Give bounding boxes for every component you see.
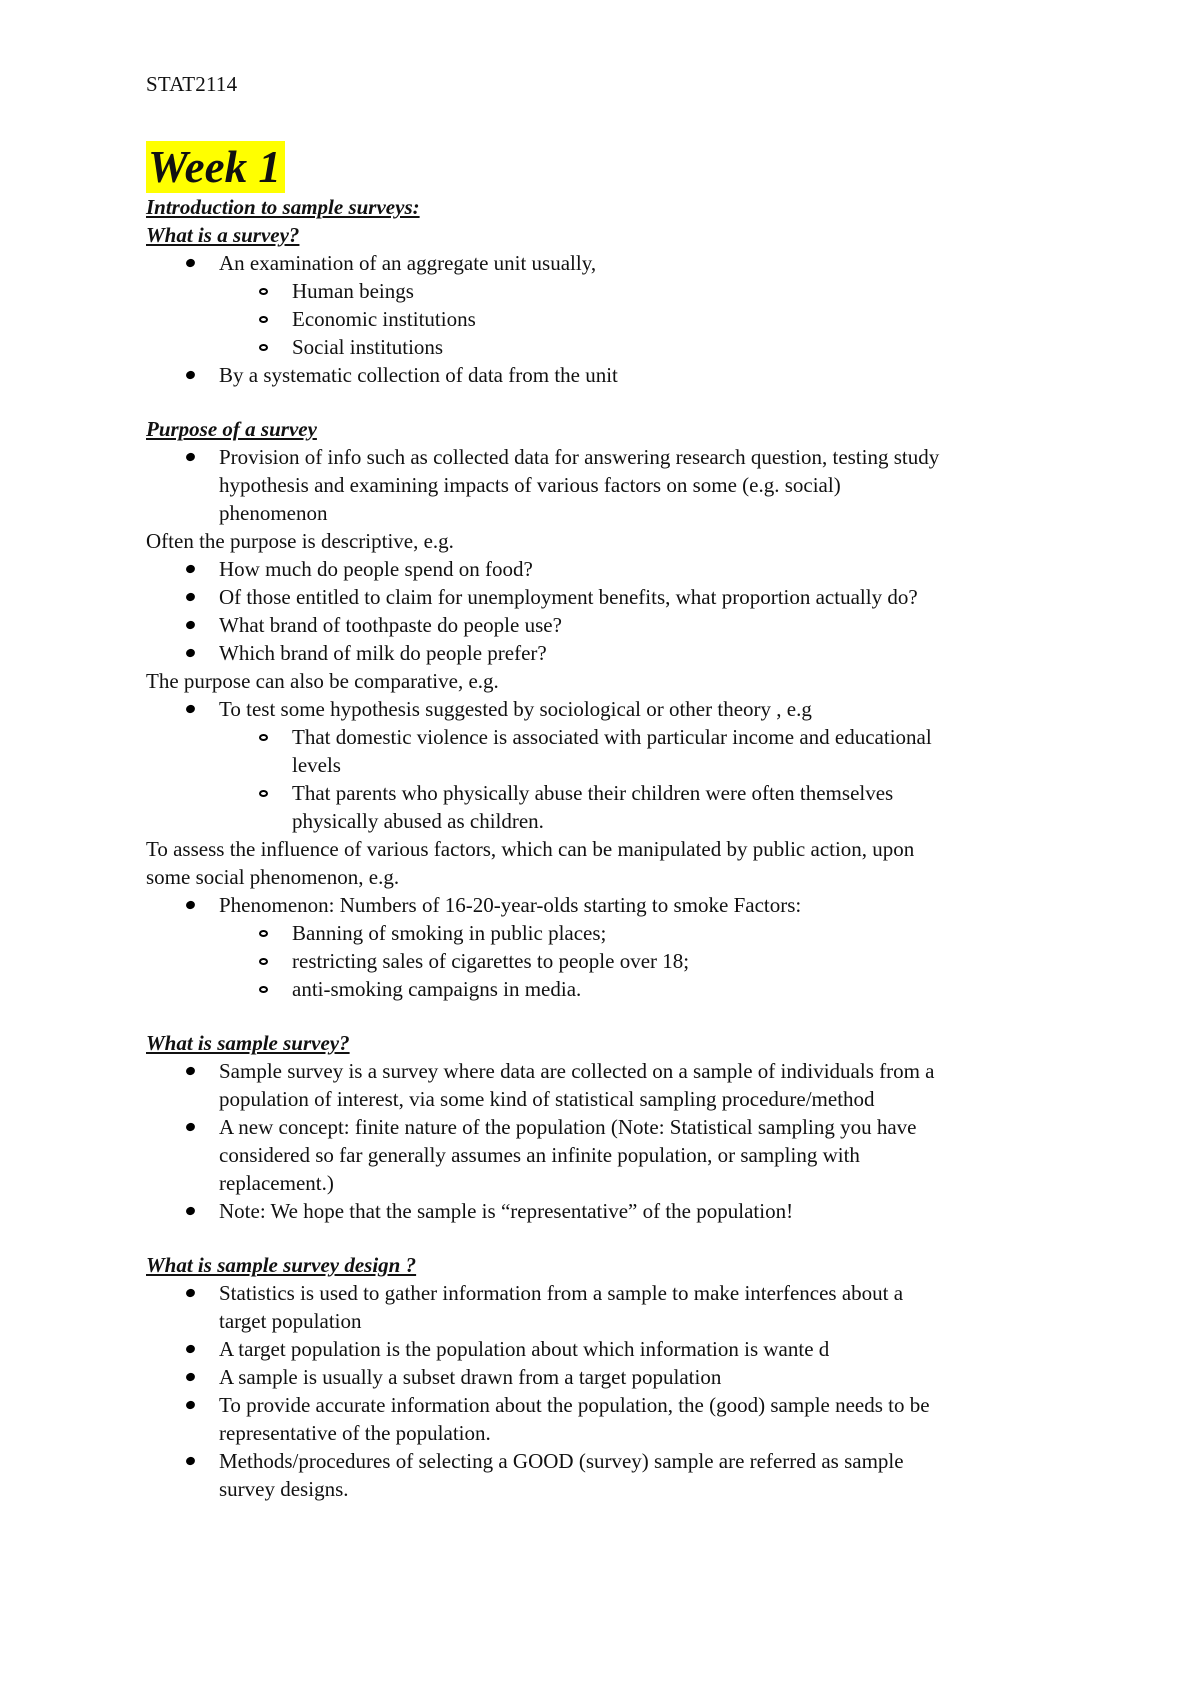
sub-bullet-item bbox=[146, 277, 1080, 305]
bullet-item bbox=[146, 639, 1080, 667]
notes-body bbox=[146, 193, 1080, 1503]
bullet-continuation bbox=[146, 1475, 1080, 1503]
bullet-item bbox=[146, 1057, 1080, 1085]
hollow-bullet-icon bbox=[259, 958, 268, 965]
filled-bullet-icon bbox=[185, 1372, 196, 1383]
sub-bullet-continuation bbox=[146, 751, 1080, 779]
sub-bullet-item bbox=[146, 975, 1080, 1003]
sub-bullet-item bbox=[146, 333, 1080, 361]
bullet-continuation bbox=[146, 1085, 1080, 1113]
hollow-bullet-icon bbox=[259, 734, 268, 741]
sub-bullet-item-text: Banning of smoking in public places; bbox=[292, 921, 607, 945]
filled-bullet-icon bbox=[185, 1288, 196, 1299]
hollow-bullet-icon bbox=[259, 316, 268, 323]
bullet-item bbox=[146, 695, 1080, 723]
filled-bullet-icon bbox=[185, 1066, 196, 1077]
bullet-item-text: Phenomenon: Numbers of 16-20-year-olds starting to smoke Factors: bbox=[219, 893, 802, 917]
section-heading-text: What is a survey? bbox=[146, 223, 300, 247]
bullet-item-text: Methods/procedures of selecting a GOOD (survey) sample are referred as sample bbox=[219, 1449, 904, 1473]
filled-bullet-icon bbox=[185, 900, 196, 911]
bullet-item bbox=[146, 249, 1080, 277]
filled-bullet-icon bbox=[185, 1400, 196, 1411]
hollow-bullet-icon bbox=[259, 344, 268, 351]
sub-bullet-item-text: That parents who physically abuse their children were often themselves bbox=[292, 781, 894, 805]
bullet-item-text: What brand of toothpaste do people use? bbox=[219, 613, 562, 637]
filled-bullet-icon bbox=[185, 592, 196, 603]
bullet-item bbox=[146, 1113, 1080, 1141]
section-heading bbox=[146, 1251, 1080, 1279]
sub-bullet-item bbox=[146, 305, 1080, 333]
sub-bullet-item-text: Economic institutions bbox=[292, 307, 476, 331]
paragraph-line bbox=[146, 527, 1080, 555]
section-heading-text: What is sample survey? bbox=[146, 1031, 350, 1055]
bullet-continuation bbox=[146, 1141, 1080, 1169]
bullet-item-text: By a systematic collection of data from the unit bbox=[219, 363, 618, 387]
bullet-item-text: To test some hypothesis suggested by sociological or other theory , e.g bbox=[219, 697, 812, 721]
bullet-item-text: How much do people spend on food? bbox=[219, 557, 533, 581]
sub-bullet-continuation-text: physically abused as children. bbox=[292, 809, 544, 833]
bullet-continuation-text: representative of the population. bbox=[219, 1421, 491, 1445]
hollow-bullet-icon bbox=[259, 930, 268, 937]
hollow-bullet-icon bbox=[259, 790, 268, 797]
spacer bbox=[146, 389, 1080, 415]
spacer bbox=[146, 1225, 1080, 1251]
bullet-item-text: A sample is usually a subset drawn from a target population bbox=[219, 1365, 722, 1389]
filled-bullet-icon bbox=[185, 452, 196, 463]
filled-bullet-icon bbox=[185, 620, 196, 631]
filled-bullet-icon bbox=[185, 370, 196, 381]
paragraph-line-text: The purpose can also be comparative, e.g. bbox=[146, 669, 499, 693]
bullet-continuation-text: survey designs. bbox=[219, 1477, 349, 1501]
hollow-bullet-icon bbox=[259, 986, 268, 993]
bullet-item-text: Sample survey is a survey where data are collected on a sample of individuals from a bbox=[219, 1059, 935, 1083]
paragraph-line bbox=[146, 863, 1080, 891]
paragraph-line-text: Often the purpose is descriptive, e.g. bbox=[146, 529, 454, 553]
section-heading bbox=[146, 1029, 1080, 1057]
sub-bullet-item-text: That domestic violence is associated with particular income and educational bbox=[292, 725, 932, 749]
section-heading-text: Purpose of a survey bbox=[146, 417, 317, 441]
bullet-item bbox=[146, 1197, 1080, 1225]
section-heading-text: Introduction to sample surveys: bbox=[146, 195, 420, 219]
bullet-item-text: Provision of info such as collected data for answering research question, testing study bbox=[219, 445, 940, 469]
paragraph-line bbox=[146, 835, 1080, 863]
filled-bullet-icon bbox=[185, 1122, 196, 1133]
section-heading bbox=[146, 193, 1080, 221]
filled-bullet-icon bbox=[185, 564, 196, 575]
bullet-item bbox=[146, 1363, 1080, 1391]
bullet-item bbox=[146, 361, 1080, 389]
bullet-continuation-text: replacement.) bbox=[219, 1171, 334, 1195]
bullet-continuation bbox=[146, 471, 1080, 499]
bullet-item-text: A target population is the population about which information is wante d bbox=[219, 1337, 830, 1361]
bullet-item bbox=[146, 611, 1080, 639]
bullet-continuation bbox=[146, 499, 1080, 527]
bullet-continuation-text: population of interest, via some kind of statistical sampling procedure/method bbox=[219, 1087, 875, 1111]
bullet-item-text: Note: We hope that the sample is “representative” of the population! bbox=[219, 1199, 794, 1223]
bullet-continuation bbox=[146, 1307, 1080, 1335]
bullet-continuation bbox=[146, 1419, 1080, 1447]
sub-bullet-continuation bbox=[146, 807, 1080, 835]
sub-bullet-item bbox=[146, 723, 1080, 751]
bullet-continuation-text: considered so far generally assumes an infinite population, or sampling with bbox=[219, 1143, 860, 1167]
bullet-item-text: An examination of an aggregate unit usually, bbox=[219, 251, 597, 275]
sub-bullet-item bbox=[146, 779, 1080, 807]
paragraph-line bbox=[146, 667, 1080, 695]
filled-bullet-icon bbox=[185, 258, 196, 269]
bullet-item bbox=[146, 1391, 1080, 1419]
filled-bullet-icon bbox=[185, 704, 196, 715]
sub-bullet-item bbox=[146, 947, 1080, 975]
sub-bullet-item-text: Human beings bbox=[292, 279, 414, 303]
sub-bullet-item-text: anti-smoking campaigns in media. bbox=[292, 977, 582, 1001]
bullet-item bbox=[146, 583, 1080, 611]
page-title: Week 1 bbox=[146, 141, 285, 193]
paragraph-line-text: some social phenomenon, e.g. bbox=[146, 865, 400, 889]
paragraph-line-text: To assess the influence of various factors, which can be manipulated by public action, upon bbox=[146, 837, 915, 861]
bullet-continuation-text: target population bbox=[219, 1309, 362, 1333]
sub-bullet-item-text: Social institutions bbox=[292, 335, 444, 359]
bullet-item-text: Which brand of milk do people prefer? bbox=[219, 641, 547, 665]
bullet-item-text: Of those entitled to claim for unemployment benefits, what proportion actually do? bbox=[219, 585, 918, 609]
bullet-item-text: A new concept: finite nature of the population (Note: Statistical sampling you have bbox=[219, 1115, 917, 1139]
spacer bbox=[146, 1003, 1080, 1029]
bullet-item-text: Statistics is used to gather information from a sample to make interfences about a bbox=[219, 1281, 904, 1305]
bullet-item bbox=[146, 1335, 1080, 1363]
bullet-item bbox=[146, 1279, 1080, 1307]
filled-bullet-icon bbox=[185, 648, 196, 659]
bullet-item-text: To provide accurate information about the population, the (good) sample needs to be bbox=[219, 1393, 930, 1417]
bullet-continuation bbox=[146, 1169, 1080, 1197]
hollow-bullet-icon bbox=[259, 288, 268, 295]
section-heading-text: What is sample survey design ? bbox=[146, 1253, 417, 1277]
section-heading bbox=[146, 415, 1080, 443]
course-code: STAT2114 bbox=[146, 72, 238, 96]
filled-bullet-icon bbox=[185, 1456, 196, 1467]
sub-bullet-continuation-text: levels bbox=[292, 753, 341, 777]
bullet-item bbox=[146, 1447, 1080, 1475]
filled-bullet-icon bbox=[185, 1206, 196, 1217]
bullet-item bbox=[146, 443, 1080, 471]
bullet-continuation-text: hypothesis and examining impacts of various factors on some (e.g. social) bbox=[219, 473, 841, 497]
sub-bullet-item-text: restricting sales of cigarettes to people over 18; bbox=[292, 949, 690, 973]
bullet-item bbox=[146, 891, 1080, 919]
filled-bullet-icon bbox=[185, 1344, 196, 1355]
bullet-item bbox=[146, 555, 1080, 583]
bullet-continuation-text: phenomenon bbox=[219, 501, 328, 525]
sub-bullet-item bbox=[146, 919, 1080, 947]
section-heading bbox=[146, 221, 1080, 249]
